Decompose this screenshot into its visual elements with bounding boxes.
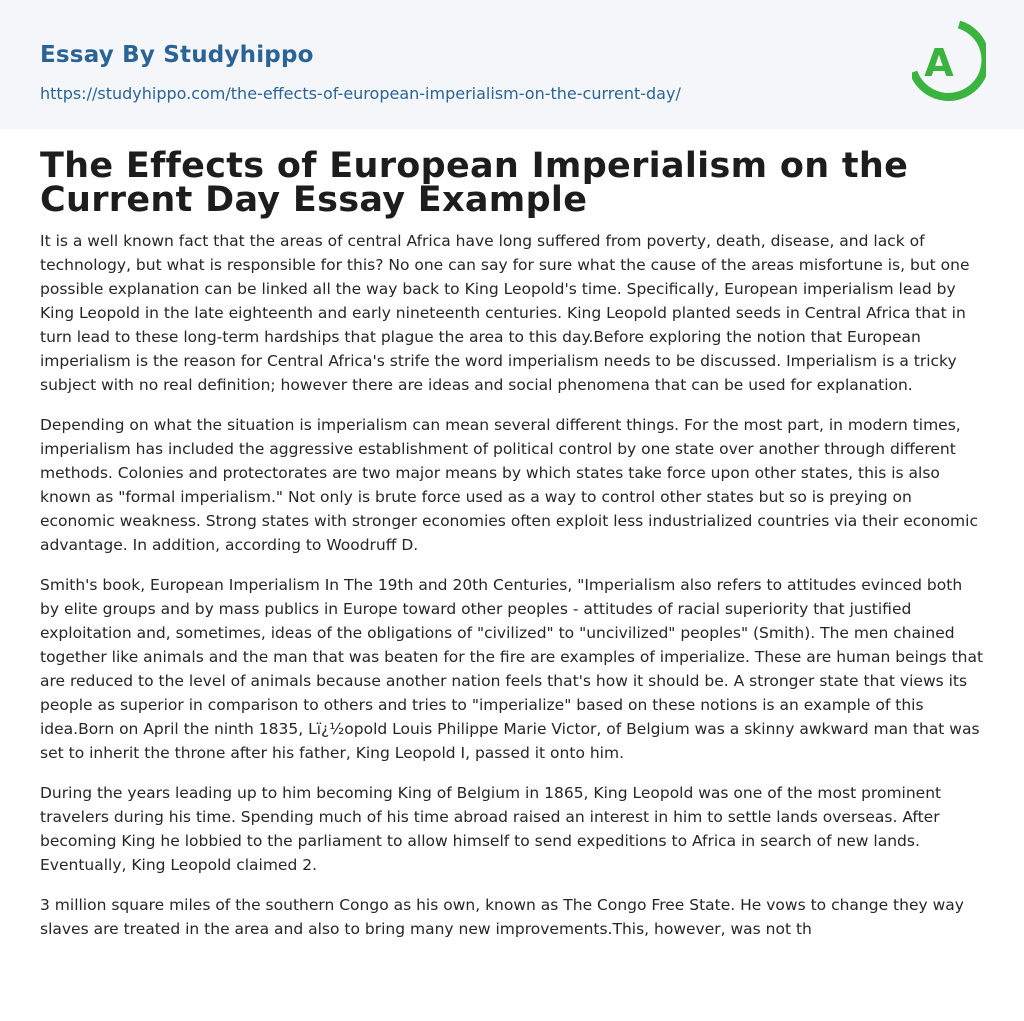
site-header [0, 0, 1024, 129]
brand-title[interactable]: Essay By Studyhippo [40, 42, 314, 68]
logo-letter: A [924, 41, 954, 85]
page-url-link[interactable]: https://studyhippo.com/the-effects-of-european-imperialism-on-the-current-day/ [40, 84, 681, 103]
paragraph-1: It is a well known fact that the areas of central Africa have long suffered from poverty, death, disease, and lack of technology, but what is responsible for this? No one can say for sure what the cause of the areas misfortune is, but one possible explanation can be linked all the way back to King Leopold's time. Specifically, European imperialism lead by King Leopold in the late eighteenth and early nineteenth centuries. King Leopold planted seeds in Central Africa that in turn lead to these long-term hardships that plague the area to this day.Before exploring the notion that European imperialism is the reason for Central Africa's strife the word imperialism needs to be discussed. Imperialism is a tricky subject with no real definition; however there are ideas and social phenomena that can be used for explanation. [40, 232, 970, 394]
studyhippo-logo-icon[interactable] [912, 19, 986, 105]
paragraph-2: Depending on what the situation is imperialism can mean several different things. For the most part, in modern times, imperialism has included the aggressive establishment of political control by one state over another through different methods. Colonies and protectorates are two major means by which states take force upon other states, this is also known as "formal imperialism." Not only is brute force used as a way to control other states but so is preying on economic weakness. Strong states with stronger economies often exploit less industrialized countries via their economic advantage. In addition, according to Woodruff D. [40, 416, 978, 554]
article-title: The Effects of European Imperialism on the Current Day Essay Example [40, 146, 909, 220]
article [0, 129, 1024, 941]
paragraph-3: Smith's book, European Imperialism In The 19th and 20th Centuries, "Imperialism also refers to attitudes evinced both by elite groups and by mass publics in Europe toward other peoples - attitudes of racial superiority that justified exploitation and, sometimes, ideas of the obligations of "civilized" to "uncivilized" peoples" (Smith). The men chained together like animals and the man that was beaten for the fire are examples of imperialize. These are human beings that are reduced to the level of animals because another nation feels that's how it should be. A stronger state that views its people as superior in comparison to others and tries to "imperialize" based on these notions is an example of this idea.Born on April the ninth 1835, Lï¿½opold Louis Philippe Marie Victor, of Belgium was a skinny awkward man that was set to inherit the throne after his father, King Leopold I, passed it onto him. [40, 576, 984, 762]
paragraph-5: 3 million square miles of the southern Congo as his own, known as The Congo Free State. He vows to change they way slaves are treated in the area and also to bring many new improvements.This, however, was not th [40, 896, 964, 938]
paragraph-4: During the years leading up to him becoming King of Belgium in 1865, King Leopold was one of the most prominent travelers during his time. Spending much of his time abroad raised an interest in him to settle lands overseas. After becoming King he lobbied to the parliament to allow himself to send expeditions to Africa in search of new lands. Eventually, King Leopold claimed 2. [40, 784, 942, 874]
